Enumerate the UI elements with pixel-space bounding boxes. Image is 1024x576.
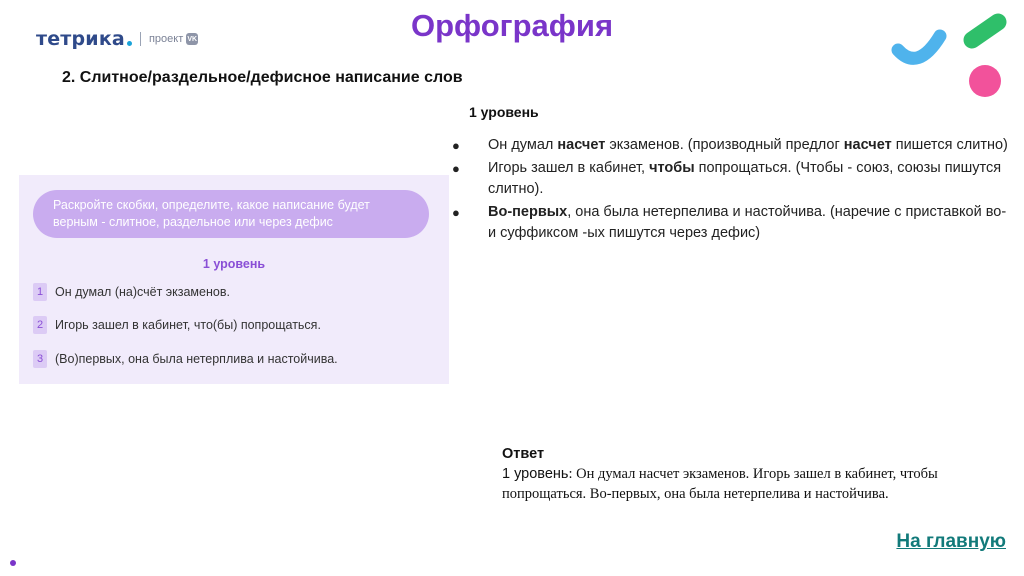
decorative-shapes xyxy=(888,10,1018,105)
task-card-image xyxy=(19,175,449,384)
answer-block xyxy=(502,444,982,504)
answer-text: : Он думал насчет экзаменов. Игорь зашел в кабинет, чтобы попрощаться. Во-первых, она была нетерпелива и настойчива. xyxy=(502,466,938,502)
green-pill-shape xyxy=(972,22,998,40)
page-title: Орфография xyxy=(410,8,614,43)
bullet-icon: ● xyxy=(452,160,460,176)
bold-word: насчет xyxy=(557,137,606,153)
answer-level: 1 уровень xyxy=(502,466,569,482)
task-text: Он думал (на)счёт экзаменов. xyxy=(55,285,230,299)
list-item xyxy=(452,135,1012,157)
text-fragment: Игорь зашел в кабинет, xyxy=(488,159,650,176)
home-link[interactable]: На главную xyxy=(896,531,1006,552)
task-item xyxy=(33,316,321,334)
blue-arc-shape xyxy=(898,36,940,58)
text-fragment: пишется слитно) xyxy=(891,137,1008,153)
corner-dot xyxy=(10,560,16,566)
section-subtitle: 2. Слитное/раздельное/дефисное написание слов xyxy=(62,69,463,86)
task-level-heading: 1 уровень xyxy=(202,257,266,271)
bullet-icon: ● xyxy=(452,138,460,153)
pink-circle-shape xyxy=(969,65,1001,97)
bold-word: насчет xyxy=(843,137,892,153)
task-number: 2 xyxy=(33,316,47,334)
text-fragment: Он думал xyxy=(488,137,558,153)
list-item xyxy=(452,158,1012,201)
text-fragment: , она была нетерпелива и настойчива. (наречие с приставкой во- и суффиксом -ых пишутся через дефис) xyxy=(488,203,1007,241)
bold-word: чтобы xyxy=(649,159,695,176)
task-text: (Во)первых, она была нетерплива и настойчива. xyxy=(55,352,338,366)
text-fragment: экзаменов. (производный предлог xyxy=(605,137,844,153)
task-number: 1 xyxy=(33,283,47,301)
text-fragment: попрощаться. (Чтобы - союз, союзы пишутся слитно). xyxy=(488,159,1002,197)
level-heading: 1 уровень xyxy=(469,104,539,120)
answer-body xyxy=(502,464,982,504)
bold-word: Во-первых xyxy=(488,203,568,220)
bullet-icon: ● xyxy=(452,204,460,220)
answer-label: Ответ xyxy=(502,446,545,462)
task-item xyxy=(33,283,230,301)
vk-icon: VK xyxy=(186,33,198,45)
logo-project-label: проект xyxy=(148,33,184,45)
list-item xyxy=(452,202,1012,245)
explanation-list xyxy=(452,135,1012,246)
logo-wordmark: тетрика xyxy=(36,28,125,50)
task-item xyxy=(33,350,338,368)
task-number: 3 xyxy=(33,350,47,368)
task-text: Игорь зашел в кабинет, что(бы) попрощаться. xyxy=(55,318,321,332)
task-instruction: Раскройте скобки, определите, какое написание будет верным - слитное, раздельное или через дефис xyxy=(33,190,429,238)
